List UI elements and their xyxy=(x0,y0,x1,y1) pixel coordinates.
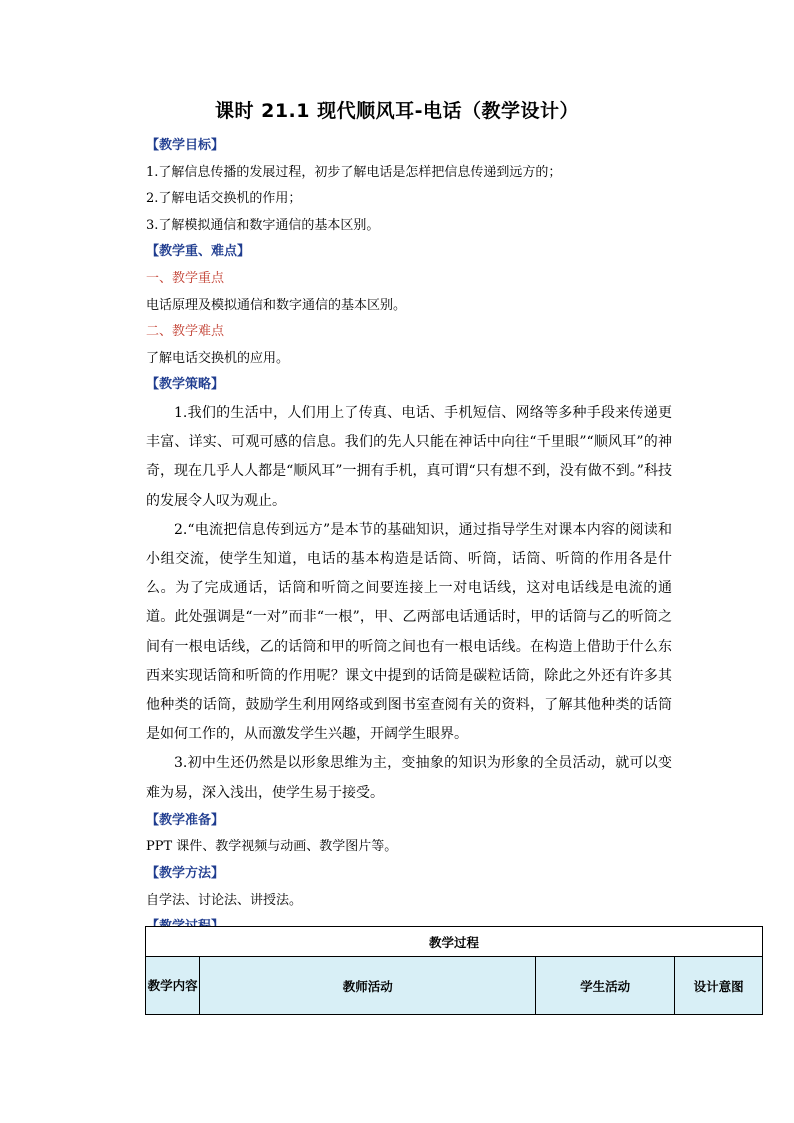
document-title: 课时 21.1 现代顺风耳-电话（教学设计） xyxy=(215,100,579,122)
strategy-paragraph: 2.“电流把信息传到远方”是本节的基础知识，通过指导学生对课本内容的阅读和小组交流，使学生知道，电话的基本构造是话筒、听筒，话筒、听筒的作用各是什么。为了完成通话，话筒和听筒之间要连接上一对电话线，这对电话线是电流的通道。此处强调是“一对”而非“一根”，甲、乙两部电话通话时，甲的话筒与乙的听筒之间有一根电话线，乙的话筒和甲的听筒之间也有一根电话线。在构造上借助于什么东西来实现话筒和听筒的作用呢？课文中提到的话筒是碳粒话筒，除此之外还有许多其他种类的话筒，鼓励学生利用网络或到图书室查阅有关的资料，了解其他种类的话筒是如何工作的，从而激发学生兴趣，开阔学生眼界。 xyxy=(146,521,672,743)
goals-heading: 【教学目标】 xyxy=(146,138,225,153)
strategy-paragraph: 3.初中生还仍然是以形象思维为主，变抽象的知识为形象的全员活动，就可以变难为易，深入浅出，使学生易于接受。 xyxy=(146,755,672,801)
table-header-row xyxy=(146,957,763,1015)
preparation-text: PPT 课件、教学视频与动画、教学图片等。 xyxy=(146,839,398,855)
teaching-process-table xyxy=(145,926,763,1015)
header-teacher-activity: 教师活动 xyxy=(200,957,536,1015)
preparation-heading: 【教学准备】 xyxy=(146,812,225,828)
goal-item: 3.了解模拟通信和数字通信的基本区别。 xyxy=(146,217,380,233)
method-heading: 【教学方法】 xyxy=(146,865,225,881)
strategy-heading: 【教学策略】 xyxy=(146,377,225,393)
method-text: 自学法、讨论法、讲授法。 xyxy=(146,892,303,908)
difficulty-text: 了解电话交换机的应用。 xyxy=(146,350,290,366)
header-teaching-content: 教学内容 xyxy=(146,957,200,1015)
key-point-subheading: 一、教学重点 xyxy=(146,270,225,286)
document-body xyxy=(146,133,672,941)
key-points-heading: 【教学重、难点】 xyxy=(146,244,251,260)
table-caption: 教学过程 xyxy=(146,927,763,957)
difficulty-subheading: 二、教学难点 xyxy=(146,324,225,340)
goal-item: 1.了解信息传播的发展过程，初步了解电话是怎样把信息传递到远方的； xyxy=(146,164,562,180)
key-point-text: 电话原理及模拟通信和数字通信的基本区别。 xyxy=(146,297,407,313)
table-caption-row xyxy=(146,927,763,957)
strategy-paragraph: 1.我们的生活中，人们用上了传真、电话、手机短信、网络等多种手段来传递更丰富、详实、可观可感的信息。我们的先人只能在神话中向往“千里眼”“顺风耳”的神奇，现在几乎人人都是“顺风耳”一拥有手机，真可谓“只有想不到，没有做不到。”科技的发展令人叹为观止。 xyxy=(146,404,672,509)
header-student-activity: 学生活动 xyxy=(536,957,675,1015)
header-design-intent: 设计意图 xyxy=(675,957,763,1015)
goal-item: 2.了解电话交换机的作用； xyxy=(146,191,302,207)
